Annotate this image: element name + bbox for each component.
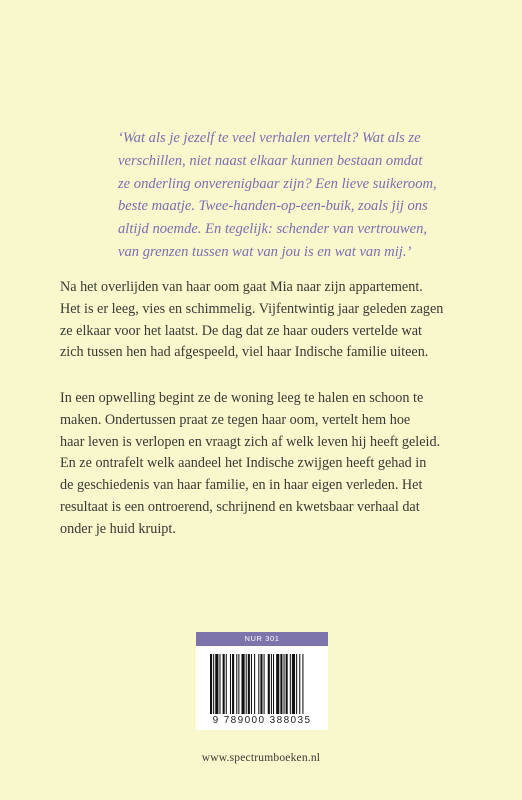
paragraph-line: resultaat is een ontroerend, schrijnend en kwetsbaar verhaal dat [60, 498, 420, 515]
barcode-bar [273, 654, 274, 714]
paragraph-line: ze elkaar voor het laatst. De dag dat ze haar ouders vertelde wat [60, 322, 422, 339]
barcode-bar [254, 654, 255, 714]
barcode-bar [242, 654, 245, 714]
paragraph-line: zich tussen hen had afgespeeld, viel haar Indische familie uiteen. [60, 344, 429, 361]
blurb-quote [118, 127, 448, 264]
barcode-panel [196, 646, 328, 730]
paragraph-line: Het is er leeg, vies en schimmelig. Vijfentwintig jaar geleden zagen [60, 300, 444, 317]
barcode-bar [271, 654, 272, 714]
barcode-bar [264, 654, 265, 714]
blurb-paragraph-2 [60, 388, 480, 541]
paragraph-line: haar leven is verlopen en vraagt zich af welk leven hij heeft geleid. [60, 433, 441, 450]
paragraph-line: Na het overlijden van haar oom gaat Mia naar zijn appartement. [60, 279, 423, 295]
blurb-paragraph-1 [60, 277, 480, 364]
quote-line: ‘Wat als je jezelf te veel verhalen vertelt? Wat als ze [118, 130, 421, 146]
barcode-bar [299, 654, 300, 714]
barcode-bar [296, 654, 297, 714]
barcode-bar [238, 654, 239, 714]
barcode-bar [223, 654, 225, 714]
barcode-bar [248, 654, 250, 714]
barcode-bar [302, 654, 303, 714]
quote-line: beste maatje. Twee-handen-op-een-buik, zoals jij ons [118, 198, 428, 215]
paragraph-line: En ze ontrafelt welk aandeel het Indische zwijgen heeft gehad in [60, 455, 427, 472]
isbn-digits: 9 789000 388035 [212, 715, 312, 726]
barcode-bar [215, 654, 218, 714]
barcode-bar [260, 654, 262, 714]
barcode-bar [226, 654, 227, 714]
barcode-bar [219, 654, 220, 714]
nur-label: NUR 301 [196, 632, 328, 646]
barcode-bar [286, 654, 288, 714]
paragraph-line: de geschiedenis van haar familie, en in haar eigen verleden. Het [60, 477, 423, 494]
barcode-bar [213, 654, 214, 714]
publisher-website: www.spectrumboeken.nl [201, 752, 321, 764]
barcode-bar [280, 654, 282, 714]
barcode-bar [268, 654, 270, 714]
isbn-barcode-block [196, 632, 328, 730]
barcode-bar [284, 654, 285, 714]
quote-line: altijd noemde. En tegelijk: schender van vertrouwen, [118, 221, 428, 238]
paragraph-line: onder je huid kruipt. [60, 520, 176, 537]
barcode-bar [290, 654, 291, 714]
barcode-bar [292, 654, 295, 714]
quote-line: van grenzen tussen wat van jou is en wat van mij.’ [118, 243, 412, 260]
barcode-bar [276, 654, 279, 714]
barcode-bar [230, 654, 231, 714]
barcode-bar [246, 654, 247, 714]
barcode-bar [251, 654, 252, 714]
barcode-bars [210, 654, 314, 714]
quote-line: ze onderling onverenigbaar zijn? Een lieve suikeroom, [118, 175, 437, 192]
quote-line: verschillen, niet naast elkaar kunnen bestaan omdat [118, 152, 423, 169]
barcode-bar [232, 654, 234, 714]
paragraph-line: maken. Ondertussen praat ze tegen haar oom, vertelt hem hoe [60, 411, 411, 428]
barcode-bar [210, 654, 212, 714]
barcode-bar [236, 654, 237, 714]
paragraph-line: In een opwelling begint ze de woning leeg te halen en schoon te [60, 390, 424, 406]
barcode-bar [258, 654, 259, 714]
